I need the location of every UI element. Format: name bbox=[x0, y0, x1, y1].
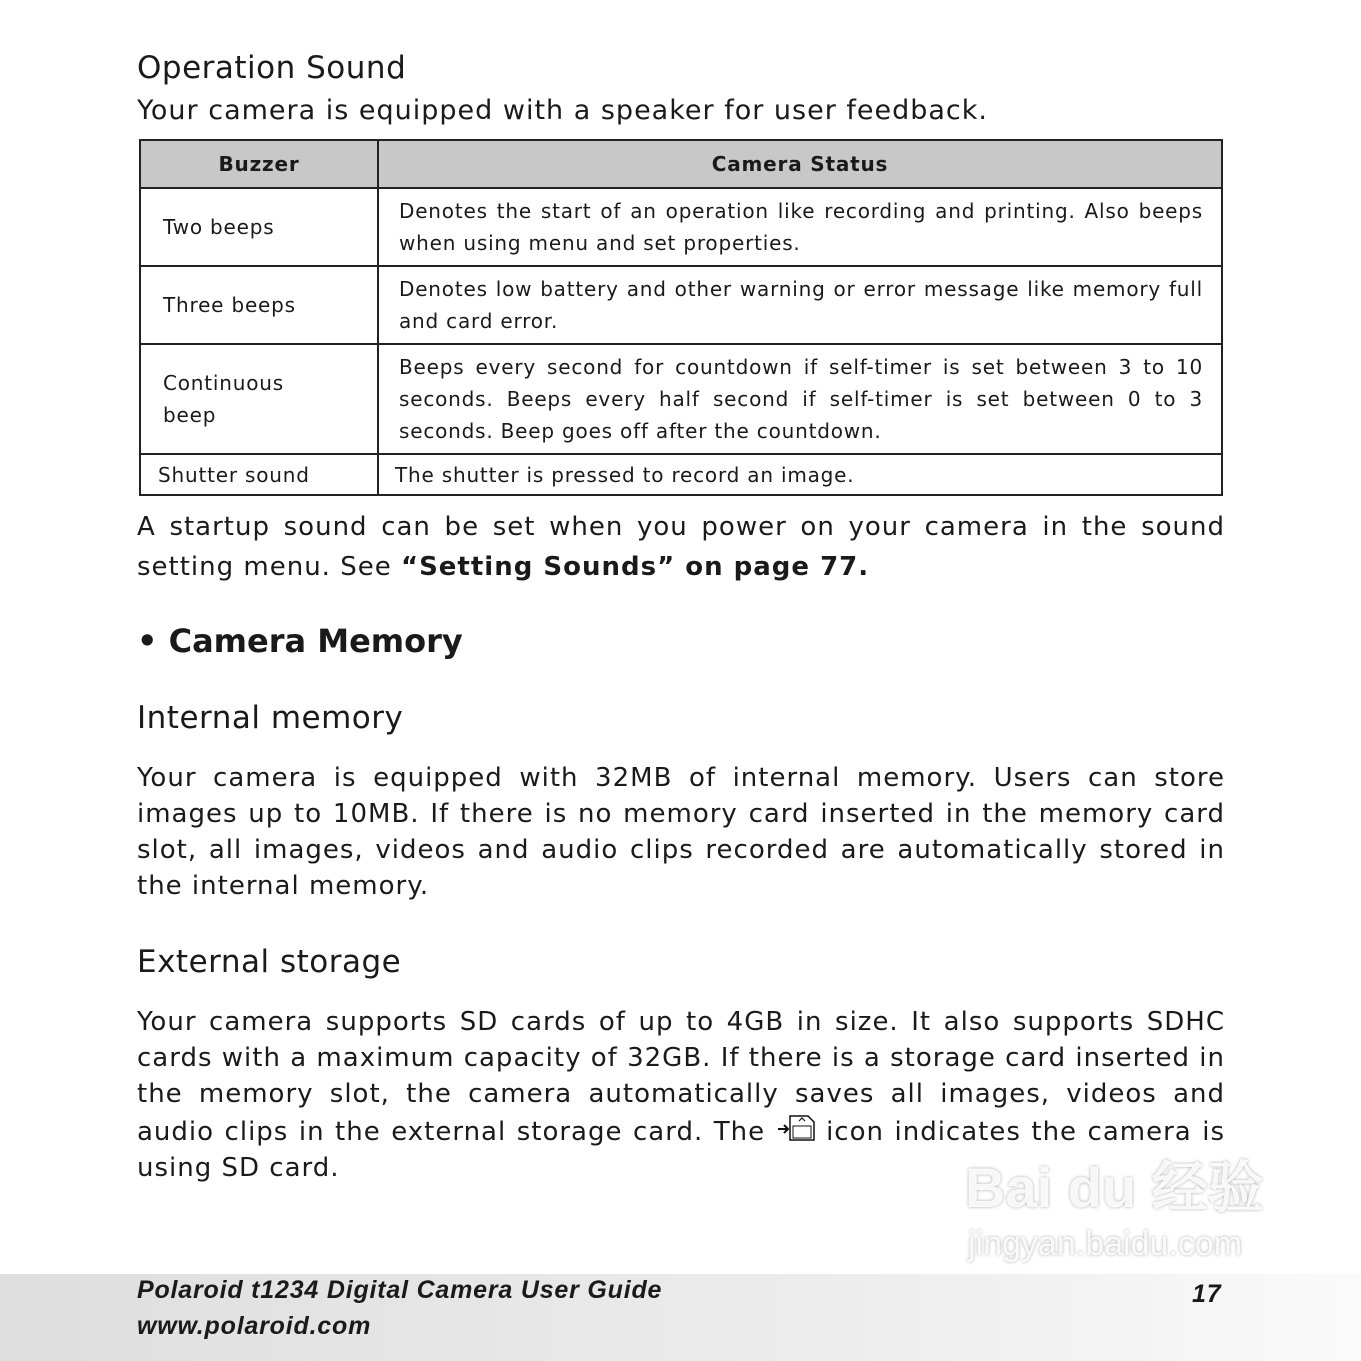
buzzer-cell: Three beeps bbox=[140, 266, 378, 344]
page-footer bbox=[0, 1274, 1361, 1361]
header-camera-status: Camera Status bbox=[378, 140, 1222, 188]
buzzer-table bbox=[139, 139, 1223, 496]
header-buzzer: Buzzer bbox=[140, 140, 378, 188]
external-text-before: Your camera supports SD cards of up to 4GB in size. It also supports SDHC cards with a maximum capacity of 32GB. If there is a storage card inserted in the memory slot, the camera automatically saves all images, videos and audio clips in the external storage card. The bbox=[137, 1007, 1225, 1147]
bullet-icon: • bbox=[137, 622, 158, 660]
watermark-url: jingyan.baidu.com bbox=[968, 1225, 1243, 1263]
page-number: 17 bbox=[1192, 1280, 1222, 1308]
camera-memory-title: Camera Memory bbox=[168, 622, 463, 660]
section-title-operation-sound: Operation Sound bbox=[137, 50, 407, 86]
startup-text: A startup sound can be set when you power on your camera in the sound setting menu. See bbox=[137, 512, 1225, 582]
table-header-row bbox=[140, 140, 1222, 188]
setting-sounds-link[interactable]: “Setting Sounds” on page 77. bbox=[400, 552, 870, 582]
status-cell: Beeps every second for countdown if self-timer is set between 3 to 10 seconds. Beeps every half second if self-timer is set between 0 to 3 seconds. Beep goes off after the countdown. bbox=[378, 344, 1222, 454]
table-row bbox=[140, 344, 1222, 454]
intro-text: Your camera is equipped with a speaker for user feedback. bbox=[137, 95, 988, 126]
table-row bbox=[140, 454, 1222, 495]
status-cell: The shutter is pressed to record an image. bbox=[378, 454, 1222, 495]
buzzer-cell: Two beeps bbox=[140, 188, 378, 266]
buzzer-cell: Shutter sound bbox=[140, 454, 378, 495]
footer-guide-title: Polaroid t1234 Digital Camera User Guide bbox=[137, 1276, 663, 1304]
footer-url: www.polaroid.com bbox=[137, 1312, 372, 1340]
buzzer-cell: Continuous beep bbox=[140, 344, 378, 454]
status-cell: Denotes low battery and other warning or error message like memory full and card error. bbox=[378, 266, 1222, 344]
sd-card-icon bbox=[776, 1112, 816, 1140]
table-row bbox=[140, 266, 1222, 344]
internal-memory-title: Internal memory bbox=[137, 700, 404, 736]
section-title-camera-memory bbox=[137, 622, 463, 660]
external-text-after: icon indicates the camera is using SD card. bbox=[137, 1117, 1226, 1183]
table-row bbox=[140, 188, 1222, 266]
internal-memory-text: Your camera is equipped with 32MB of internal memory. Users can store images up to 10MB. If there is no memory card inserted in the memory card slot, all images, videos and audio clips recorded are automatically stored in the internal memory. bbox=[137, 763, 1225, 901]
baidu-watermark: Bai du 经验 bbox=[965, 1156, 1264, 1219]
external-storage-title: External storage bbox=[137, 944, 402, 980]
startup-paragraph bbox=[137, 507, 1225, 587]
status-cell: Denotes the start of an operation like recording and printing. Also beeps when using menu and set properties. bbox=[378, 188, 1222, 266]
